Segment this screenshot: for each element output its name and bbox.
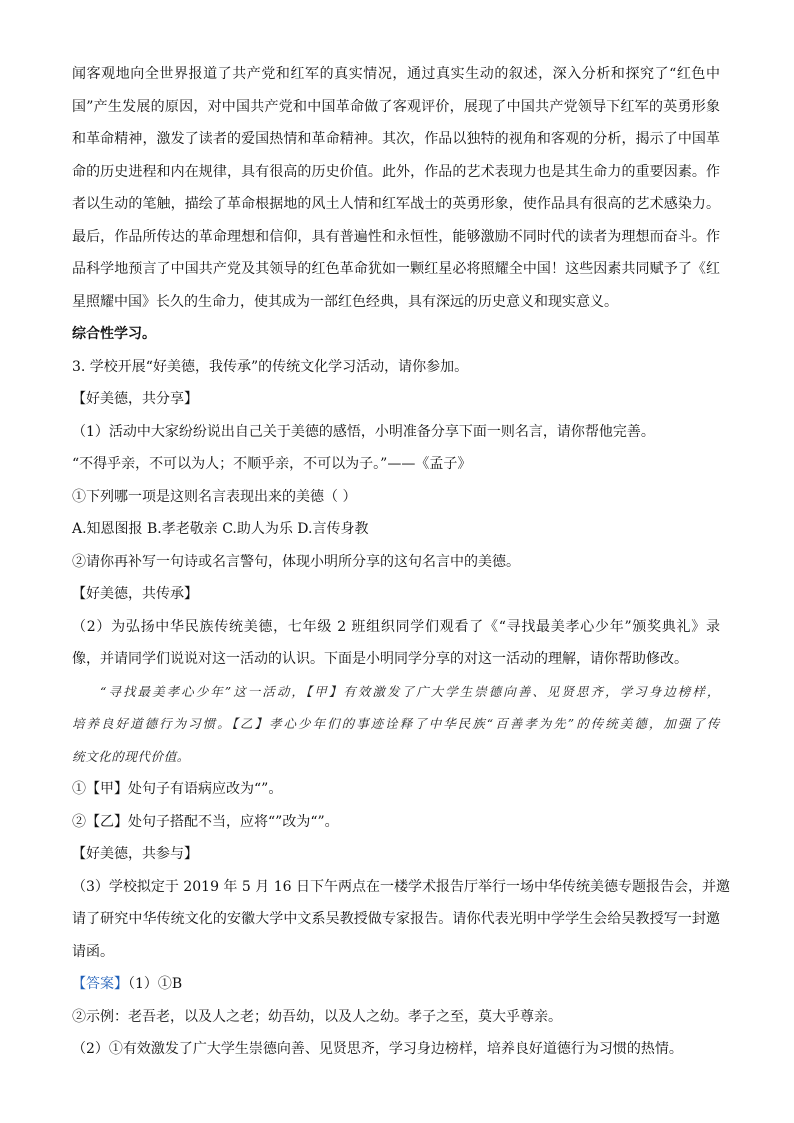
answer-line: （2）①有效激发了广大学生崇德向善、见贤思齐，学习身边榜样，培养良好道德行为习惯的热情。 <box>72 1041 683 1057</box>
part1-heading: 【好美德，共分享】 <box>72 391 198 407</box>
question-intro: 3. 学校开展“好美德，我传承”的传统文化学习活动，请你参加。 <box>72 358 469 375</box>
part2-prompt-line: 像，并请同学们说说对这一活动的认识。下面是小明同学分享的对这一活动的理解，请你帮助修改。 <box>72 651 688 667</box>
part1-options: A.知恩图报 B.孝老敬亲 C.助人为乐 D.言传身教 <box>72 521 369 537</box>
answer-label: 【答案】 <box>72 976 128 992</box>
passage-line: 闻客观地向全世界报道了共产党和红军的真实情况，通过真实生动的叙述，深入分析和探究了“红色中 <box>72 66 720 82</box>
part2-question-2: ②【乙】处句子搭配不当，应将“”改为“”。 <box>72 813 339 830</box>
part1-question-2: ②请你再补写一句诗或名言警句，体现小明所分享的这句名言中的美德。 <box>72 553 520 570</box>
answer-text: （1）①B <box>128 976 183 992</box>
document-page <box>72 58 730 1066</box>
passage-line: 品科学地预言了中国共产党及其领导的红色革命犹如一颗红星必将照耀全中国！这些因素共同赋予了《红 <box>72 261 720 277</box>
part1-question-1: ①下列哪一项是这则名言表现出来的美德（ ） <box>72 488 357 505</box>
passage-line: 最后，作品所传达的革命理想和信仰，具有普遍性和永恒性，能够激励不同时代的读者为理想而奋斗。作 <box>72 228 720 245</box>
part2-heading: 【好美德，共传承】 <box>72 586 198 602</box>
part1-quote: “不得乎亲，不可以为人；不顺乎亲，不可以为子。”——《孟子》 <box>72 456 472 472</box>
part2-question-1: ①【甲】处句子有语病应改为“”。 <box>72 781 283 797</box>
part2-prompt-line: （2）为弘扬中华民族传统美德，七年级 2 班组织同学们观看了《“寻找最美孝心少年”颁奖典礼》录 <box>72 618 720 635</box>
passage-line: 和革命精神，激发了读者的爱国热情和革命精神。其次，作品以独特的视角和客观的分析，揭示了中国革 <box>72 131 720 147</box>
passage-line: 星照耀中国》长久的生命力，使其成为一部红色经典，具有深远的历史意义和现实意义。 <box>72 293 618 310</box>
part2-passage-line: “寻找最美孝心少年”这一活动，【甲】有效激发了广大学生崇德向善、见贤思齐，学习身边榜样， <box>100 683 720 699</box>
part1-prompt: （1）活动中大家纷纷说出自己关于美德的感悟，小明准备分享下面一则名言，请你帮他完善。 <box>72 423 655 440</box>
passage-line: 国”产生发展的原因，对中国共产党和中国革命做了客观评价，展现了中国共产党领导下红军的英勇形象 <box>72 98 720 115</box>
passage-line: 者以生动的笔触，描绘了革命根据地的风土人情和红军战士的英勇形象，使作品具有很高的艺术感染力。 <box>72 196 720 212</box>
passage-line: 命的历史进程和内在规律，具有很高的历史价值。此外，作品的艺术表现力也是其生命力的重要因素。作 <box>72 163 720 180</box>
part3-heading: 【好美德，共参与】 <box>72 846 198 862</box>
part3-prompt-line: 请函。 <box>72 943 114 960</box>
part2-passage-line: 培养良好道德行为习惯。【乙】孝心少年们的事迹诠释了中华民族“百善孝为先”的传统美德，加强了传 <box>72 716 720 731</box>
part3-prompt-line: 请了研究中华传统文化的安徽大学中文系吴教授做专家报告。请你代表光明中学学生会给吴教授写一封邀 <box>72 911 720 927</box>
answer-line: ②示例：老吾老，以及人之老；幼吾幼，以及人之幼。孝子之至，莫大乎尊亲。 <box>72 1008 562 1025</box>
answer-line <box>72 968 720 1001</box>
section-heading: 综合性学习。 <box>72 326 156 342</box>
part3-prompt-line: （3）学校拟定于 2019 年 5 月 16 日下午两点在一楼学术报告厅举行一场中华传统美德专题报告会，并邀 <box>72 878 730 895</box>
part2-passage-line: 统文化的现代价值。 <box>72 748 190 764</box>
